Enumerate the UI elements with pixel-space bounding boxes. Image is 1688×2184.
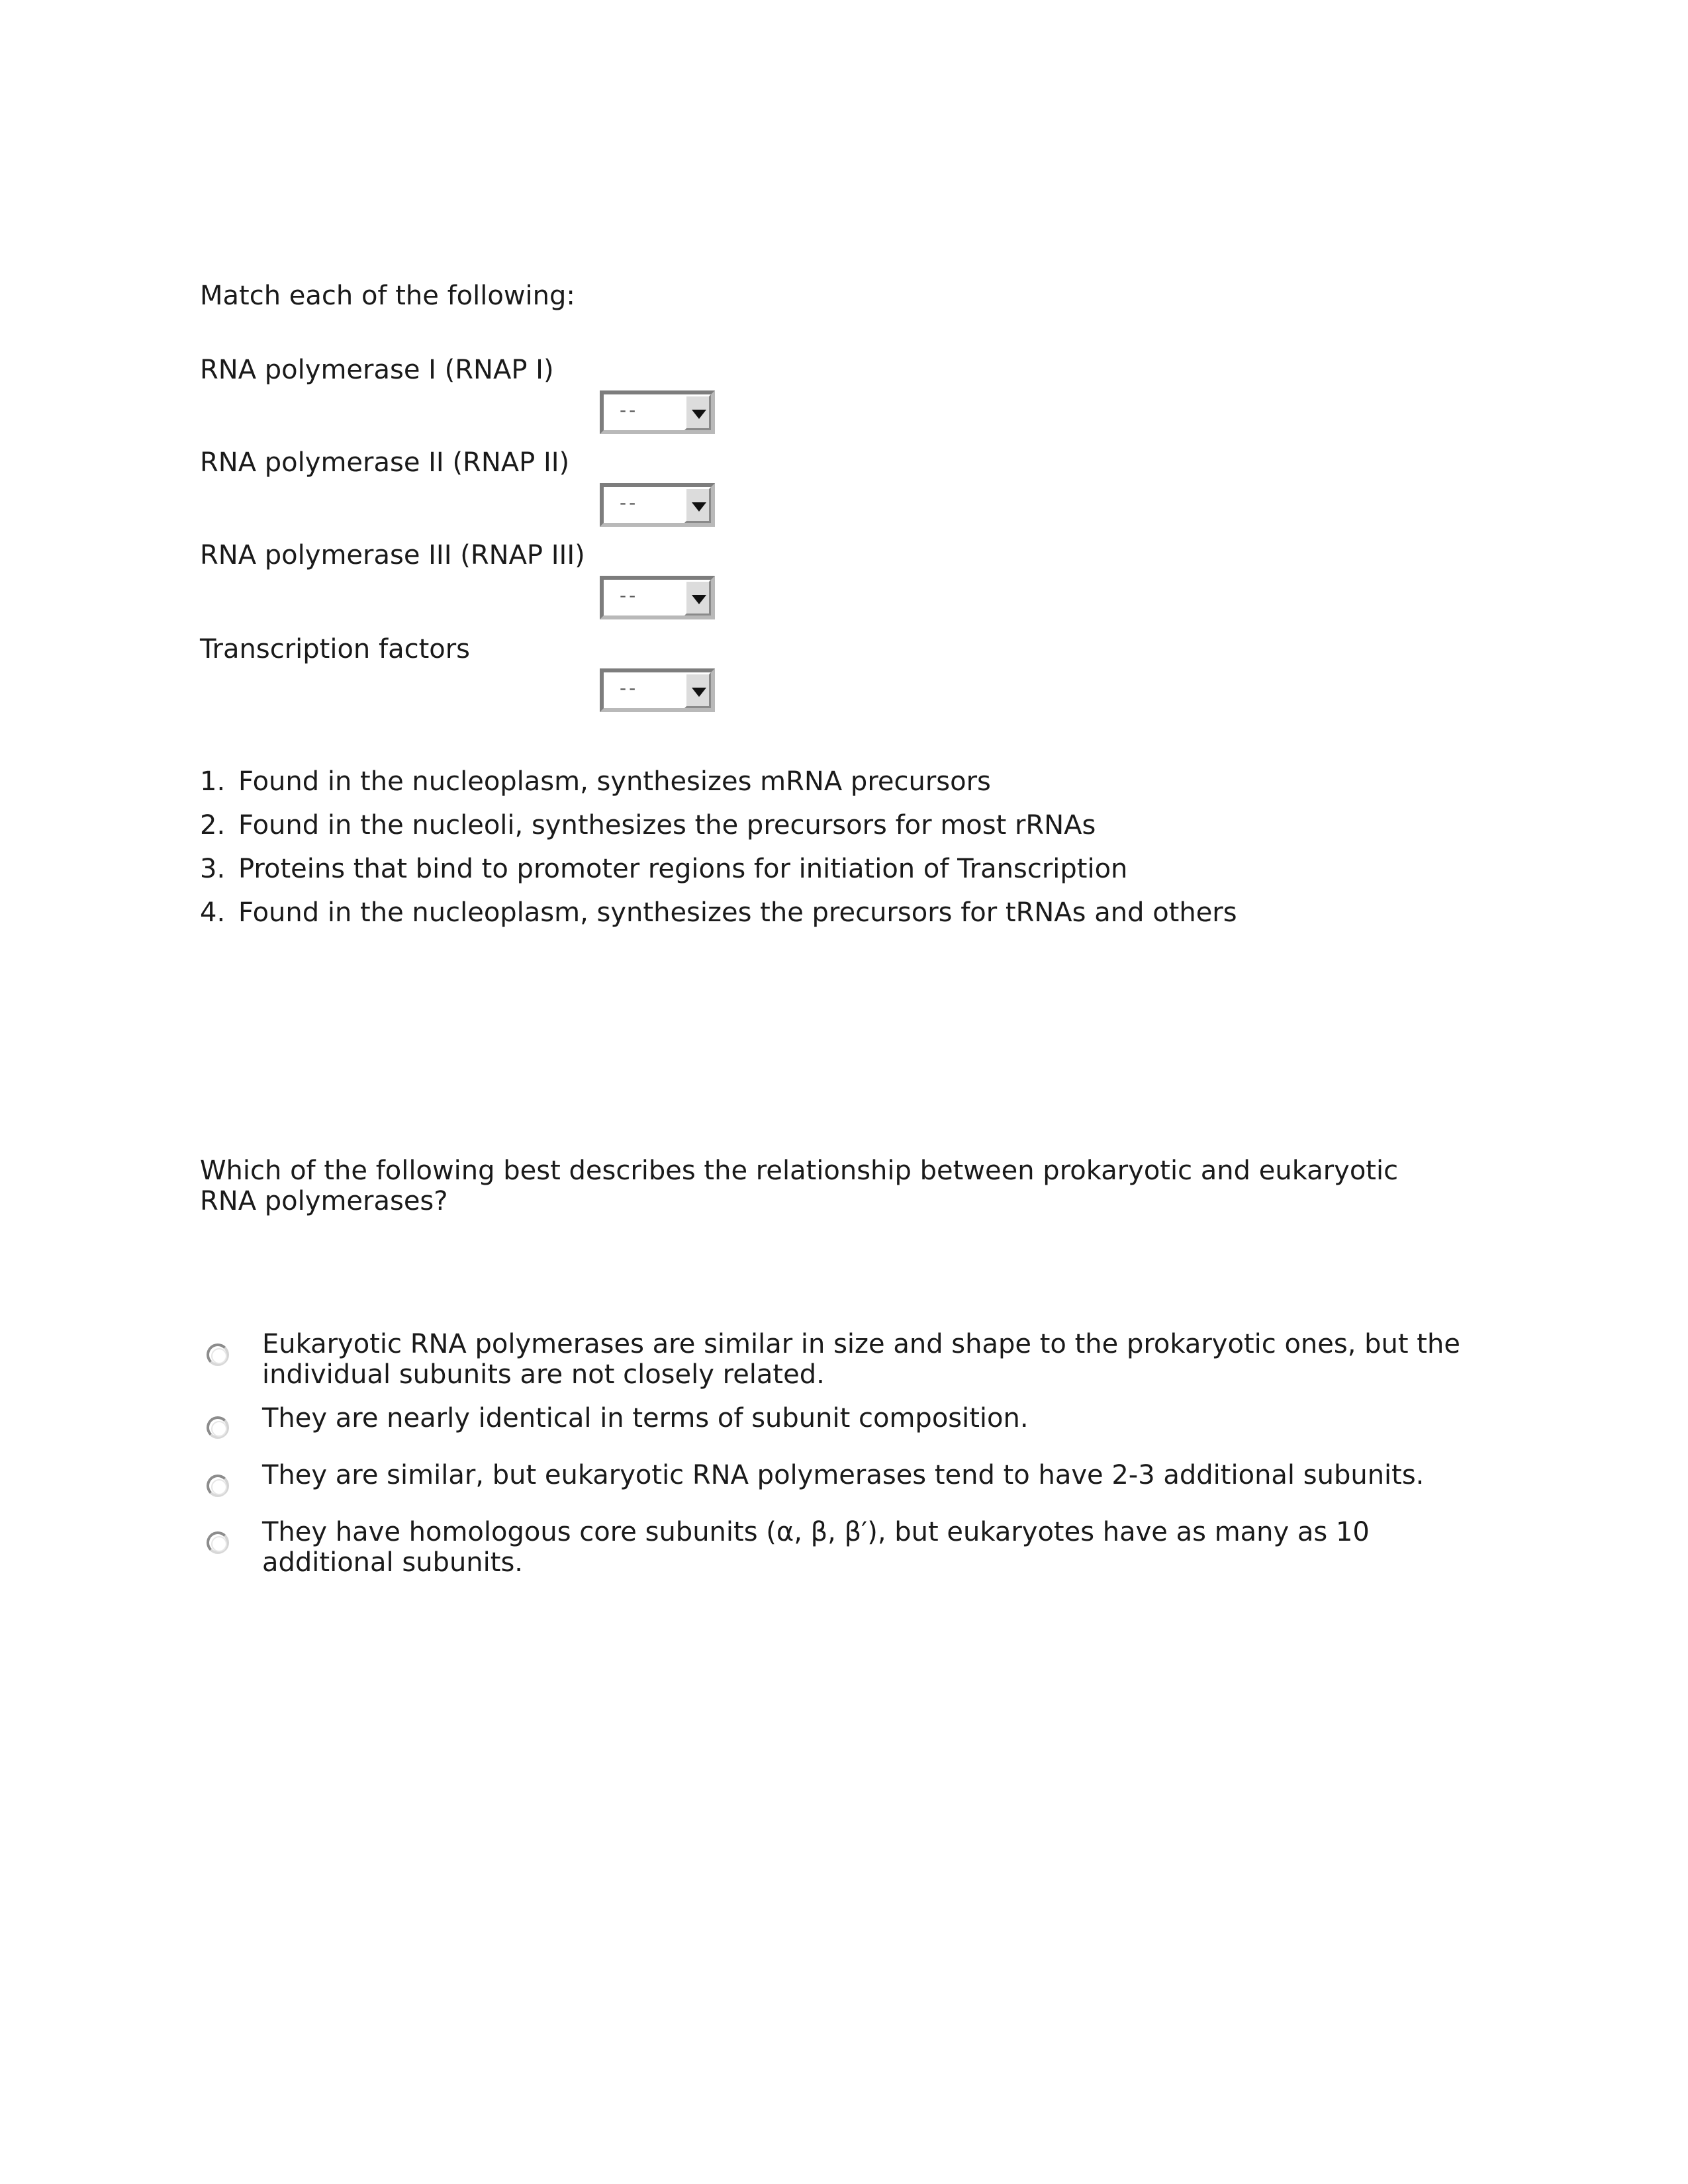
match-item-label-rnap1: RNA polymerase I (RNAP I) [200,355,554,385]
select-value: -- [620,677,639,699]
option-text: Found in the nucleoplasm, synthesizes mRNA precursors [238,766,991,797]
option-number: 4. [200,897,226,928]
match-item-label-rnap3: RNA polymerase III (RNAP III) [200,540,585,570]
choice-label-4[interactable]: They have homologous core subunits (α, β, β′), but eukaryotes have as many as 10 additional subunits. [262,1517,1370,1578]
radio-choice-1[interactable] [207,1343,229,1366]
radio-choice-2[interactable] [207,1416,229,1439]
choice-label-3[interactable]: They are similar, but eukaryotic RNA polymerases tend to have 2-3 additional subunits. [262,1460,1425,1490]
option-text: Found in the nucleoli, synthesizes the precursors for most rRNAs [238,810,1096,841]
radio-choice-3[interactable] [207,1475,229,1497]
match-select-rnap3[interactable] [600,576,715,619]
list-item [200,897,1237,928]
dropdown-arrow-icon[interactable] [684,394,711,430]
option-number: 3. [200,854,226,884]
option-text: Found in the nucleoplasm, synthesizes the precursors for tRNAs and others [238,897,1237,928]
option-number: 2. [200,810,226,841]
match-item-label-tf: Transcription factors [200,634,471,664]
dropdown-arrow-icon[interactable] [684,487,711,523]
select-value: -- [620,584,639,606]
match-prompt: Match each of the following: [200,281,575,311]
select-value: -- [620,399,639,421]
match-select-tf[interactable] [600,668,715,712]
select-value: -- [620,492,639,514]
choice-label-2[interactable]: They are nearly identical in terms of subunit composition. [262,1403,1029,1433]
choice-label-1[interactable]: Eukaryotic RNA polymerases are similar in size and shape to the prokaryotic ones, but the individual subunits are not closely related. [262,1329,1460,1390]
match-item-label-rnap2: RNA polymerase II (RNAP II) [200,447,570,478]
match-select-rnap2[interactable] [600,483,715,527]
dropdown-arrow-icon[interactable] [684,580,711,615]
match-select-rnap1[interactable] [600,390,715,434]
list-item [200,766,991,797]
list-item [200,810,1096,841]
dropdown-arrow-icon[interactable] [684,672,711,708]
radio-choice-4[interactable] [207,1531,229,1554]
option-text: Proteins that bind to promoter regions for initiation of Transcription [238,854,1128,884]
option-number: 1. [200,766,226,797]
question-text: Which of the following best describes the relationship between prokaryotic and eukaryotic RNA polymerases? [200,1156,1399,1216]
list-item [200,854,1128,884]
